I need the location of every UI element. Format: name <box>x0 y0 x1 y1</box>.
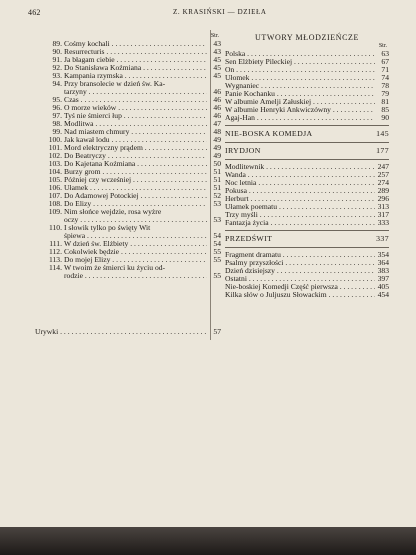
entry-page: 50 <box>213 159 221 168</box>
toc-entry <box>225 211 389 219</box>
entry-title: Później czy wcześniej . . . <box>64 176 207 184</box>
entry-page: 43 <box>213 39 221 48</box>
toc-entry <box>48 184 221 192</box>
entry-number: 97. <box>52 111 62 120</box>
toc-entry <box>225 283 389 291</box>
entry-number: 111. <box>49 239 62 248</box>
entry-title: I słowik tylko po święty Wit <box>64 224 151 232</box>
entry-page: 313 <box>377 202 389 211</box>
toc-entry <box>225 195 389 203</box>
entry-page: 57 <box>213 327 221 336</box>
entry-page: 55 <box>213 255 221 264</box>
entry-title: Do Elizy . . . <box>64 200 207 208</box>
entry-number: 102. <box>48 151 62 160</box>
page-column-label: Str. <box>378 43 387 49</box>
entry-page: 51 <box>213 183 221 192</box>
section-entry-nieboska <box>225 129 389 139</box>
entry-page: 43 <box>213 47 221 56</box>
entry-title: Do Stanisława Koźmiana . . . <box>64 64 207 72</box>
entry-number: 100. <box>48 135 62 144</box>
entry-number: 105. <box>48 175 62 184</box>
toc-group-poems <box>225 163 389 227</box>
section-page: 177 <box>376 146 389 155</box>
entry-title: Do Beatryczy . . . <box>64 152 207 160</box>
entry-page: 55 <box>213 271 221 280</box>
entry-title: O morze wieków . . . <box>64 104 207 112</box>
entry-number: 107. <box>48 191 62 200</box>
entry-number: 113. <box>48 255 62 264</box>
entry-title: Tyś nie śmierci łup . . . <box>64 112 207 120</box>
toc-entry <box>48 160 221 168</box>
entry-number: 106. <box>48 183 62 192</box>
toc-entry <box>48 120 221 128</box>
toc-entry <box>48 176 221 184</box>
section-page: 337 <box>376 234 389 243</box>
entry-title: Do Kajetana Koźmiana . . . <box>64 160 207 168</box>
toc-entry <box>225 179 389 187</box>
toc-entry <box>48 88 221 96</box>
section-title: PRZEDŚWIT <box>225 234 273 243</box>
toc-entry <box>35 327 221 335</box>
entry-number: 92. <box>52 63 62 72</box>
entry-title: Dzień dzisiejszy . . . <box>225 267 375 275</box>
entry-page: 51 <box>213 175 221 184</box>
toc-urywki <box>35 327 221 335</box>
toc-entry <box>48 104 221 112</box>
rule <box>225 247 389 248</box>
entry-page: 274 <box>377 178 389 187</box>
toc-entry <box>48 56 221 64</box>
toc-entry <box>48 224 221 232</box>
toc-entry <box>225 219 389 227</box>
entry-number: 101. <box>48 143 62 152</box>
toc-entry <box>225 114 389 122</box>
entry-page: 45 <box>213 63 221 72</box>
entry-title: Modlitwa . . . <box>64 120 207 128</box>
page-shadow <box>0 527 416 555</box>
entry-title: Nie-boskiej Komedji Część pierwsza . . . <box>225 283 375 291</box>
entry-page: 46 <box>213 95 221 104</box>
entry-page: 383 <box>377 266 389 275</box>
entry-title: Kampania rzymska . . . <box>64 72 207 80</box>
entry-title: Herburt . . . <box>225 195 375 203</box>
toc-entry <box>225 187 389 195</box>
section-title: NIE-BOSKA KOMEDJA <box>225 129 313 138</box>
section-page: 145 <box>376 129 389 138</box>
toc-entry <box>48 144 221 152</box>
entry-number: 96. <box>52 103 62 112</box>
entry-number: 93. <box>52 71 62 80</box>
entry-title: W albumie Amelji Załuskiej . . . <box>225 98 375 106</box>
section-entry-irydjon <box>225 146 389 156</box>
entry-page: 47 <box>213 119 221 128</box>
entry-page: 296 <box>377 194 389 203</box>
toc-entry <box>225 82 389 90</box>
toc-group-late-works <box>225 251 389 299</box>
entry-page: 317 <box>377 210 389 219</box>
entry-title: Ja błagam ciebie . . . <box>64 56 207 64</box>
entry-title: W twoim że śmierci ku życiu od- <box>64 264 166 272</box>
entry-page: 247 <box>377 162 389 171</box>
entry-page: 333 <box>377 218 389 227</box>
running-title: Z. KRASIŃSKI — DZIEŁA <box>173 8 267 16</box>
entry-title: Cokolwiek będzie . . . <box>64 248 207 256</box>
entry-title: Do mojej Elizy . . . <box>64 256 207 264</box>
entry-page: 364 <box>377 258 389 267</box>
entry-title: Sen Elżbiety Pileckiej . . . <box>225 58 375 66</box>
toc-entry <box>225 74 389 82</box>
entry-page: 354 <box>377 250 389 259</box>
toc-entry <box>48 48 221 56</box>
entry-title: Przy bransolecie w dzień św. Ka- <box>64 80 166 88</box>
toc-entry <box>225 98 389 106</box>
entry-page: 405 <box>377 282 389 291</box>
entry-page: 49 <box>213 151 221 160</box>
entry-title: Noc letnia . . . <box>225 179 375 187</box>
entry-title: Do Adamowej Potockiej . . . <box>64 192 207 200</box>
entry-page: 454 <box>377 290 389 299</box>
rule <box>225 159 389 160</box>
toc-left-column <box>48 33 221 280</box>
toc-entry <box>48 272 221 280</box>
entry-page: 63 <box>381 49 389 58</box>
section-entry-przedswit <box>225 234 389 244</box>
entry-page: 289 <box>377 186 389 195</box>
entry-title: Trzy myśli . . . <box>225 211 375 219</box>
entry-title: Ułamek . . . <box>64 184 207 192</box>
entry-page: 49 <box>213 143 221 152</box>
entry-page: 67 <box>381 57 389 66</box>
entry-number: 112. <box>48 247 62 256</box>
toc-entry <box>225 259 389 267</box>
entry-page: 71 <box>381 65 389 74</box>
entry-title: Resurrecturis . . . <box>64 48 207 56</box>
entry-page: 55 <box>213 247 221 256</box>
entry-page: 54 <box>213 231 221 240</box>
toc-entry <box>48 232 221 240</box>
entry-page: 45 <box>213 71 221 80</box>
entry-page: 397 <box>377 274 389 283</box>
entry-page: 51 <box>213 167 221 176</box>
toc-entry <box>48 136 221 144</box>
toc-entry <box>48 80 221 88</box>
page-column-label: Str. <box>210 33 219 39</box>
entry-title: Wygnaniec . . . <box>225 82 375 90</box>
rule <box>225 142 389 143</box>
entry-page: 52 <box>213 191 221 200</box>
entry-title: Fragment dramatu . . . <box>225 251 375 259</box>
entry-number: 91. <box>52 55 62 64</box>
entry-number: 108. <box>48 199 62 208</box>
entry-title: Kilka słów o Juljuszu Słowackim . . . <box>225 291 375 299</box>
entry-title: Nad miastem chmury . . . <box>64 128 207 136</box>
toc-left-list <box>48 40 221 280</box>
toc-entry <box>48 40 221 48</box>
entry-title: śpiewa . . . <box>64 232 207 240</box>
entry-title: Psalmy przyszłości . . . <box>225 259 375 267</box>
toc-entry <box>48 112 221 120</box>
entry-page: 78 <box>381 81 389 90</box>
entry-title: Pokusa . . . <box>225 187 375 195</box>
entry-title: tarzyny . . . <box>64 88 207 96</box>
entry-page: 48 <box>213 127 221 136</box>
entry-title: Modlitewnik . . . <box>225 163 375 171</box>
section-title: IRYDJON <box>225 146 261 155</box>
entry-title: Panie Kochanku . . . <box>225 90 375 98</box>
entry-title: Ułamek poematu . . . <box>225 203 375 211</box>
entry-title: Fantazja życia . . . <box>225 219 375 227</box>
entry-page: 257 <box>377 170 389 179</box>
toc-entry <box>225 291 389 299</box>
entry-page: 53 <box>213 199 221 208</box>
entry-number: 114. <box>48 263 62 272</box>
toc-entry <box>225 106 389 114</box>
toc-entry <box>48 256 221 264</box>
entry-page: 46 <box>213 87 221 96</box>
entry-title: Jak kawał lodu . . . <box>64 136 207 144</box>
entry-page: 53 <box>213 215 221 224</box>
rule <box>225 125 389 126</box>
toc-entry <box>48 168 221 176</box>
toc-entry <box>225 275 389 283</box>
entry-number: 94. <box>52 79 62 88</box>
entry-title: Ułomek . . . <box>225 74 375 82</box>
entry-number: 109. <box>48 207 62 216</box>
entry-title: W dzień św. Elżbiety . . . <box>64 240 207 248</box>
entry-page: 85 <box>381 105 389 114</box>
toc-entry <box>48 128 221 136</box>
entry-title: On . . . <box>225 66 375 74</box>
page-header <box>28 8 400 20</box>
entry-page: 90 <box>381 113 389 122</box>
entry-page: 46 <box>213 111 221 120</box>
toc-entry <box>48 64 221 72</box>
entry-title: W albumie Henryki Ankwiczówny . . . <box>225 106 375 114</box>
page-number: 462 <box>28 8 41 17</box>
toc-entry <box>225 203 389 211</box>
toc-group-juvenilia <box>225 50 389 122</box>
entry-title: Urywki . . . <box>35 327 207 336</box>
entry-title: Cośmy kochali . . . <box>64 40 207 48</box>
toc-entry <box>48 240 221 248</box>
toc-entry <box>225 66 389 74</box>
entry-title: oczy . . . <box>64 216 207 224</box>
entry-number: 98. <box>52 119 62 128</box>
entry-page: 46 <box>213 103 221 112</box>
entry-title: Nim słońce wejdzie, rosa wyżre <box>64 208 162 216</box>
section-heading: UTWORY MŁODZIEŃCZE <box>254 33 360 42</box>
entry-title: Wanda . . . <box>225 171 375 179</box>
toc-entry <box>225 90 389 98</box>
entry-number: 90. <box>52 47 62 56</box>
rule <box>225 230 389 231</box>
toc-entry <box>48 96 221 104</box>
entry-number: 95. <box>52 95 62 104</box>
toc-entry <box>48 72 221 80</box>
toc-entry <box>225 171 389 179</box>
entry-page: 74 <box>381 73 389 82</box>
toc-entry <box>48 208 221 216</box>
entry-number: 104. <box>48 167 62 176</box>
entry-page: 79 <box>381 89 389 98</box>
entry-title: Ostatni . . . <box>225 275 375 283</box>
entry-number: 99. <box>52 127 62 136</box>
toc-entry <box>225 163 389 171</box>
entry-title: Czas . . . <box>64 96 207 104</box>
entry-title: Mord elektryczny prądem . . . <box>64 144 207 152</box>
toc-entry <box>48 248 221 256</box>
toc-entry <box>48 216 221 224</box>
toc-entry <box>48 192 221 200</box>
entry-number: 110. <box>48 223 62 232</box>
entry-title: Burzy grom . . . <box>64 168 207 176</box>
toc-entry <box>48 200 221 208</box>
entry-page: 81 <box>381 97 389 106</box>
entry-number: 103. <box>48 159 62 168</box>
toc-entry <box>48 152 221 160</box>
toc-entry <box>225 251 389 259</box>
toc-entry <box>225 50 389 58</box>
entry-page: 54 <box>213 239 221 248</box>
entry-title: rodzie . . . <box>64 272 207 280</box>
entry-title: Agaj-Han . . . <box>225 114 375 122</box>
entry-page: 45 <box>213 55 221 64</box>
entry-title: Polska . . . <box>225 50 375 58</box>
toc-entry <box>225 267 389 275</box>
toc-right-column <box>225 33 389 299</box>
entry-number: 89. <box>52 39 62 48</box>
toc-entry <box>48 264 221 272</box>
entry-page: 49 <box>213 135 221 144</box>
toc-entry <box>225 58 389 66</box>
